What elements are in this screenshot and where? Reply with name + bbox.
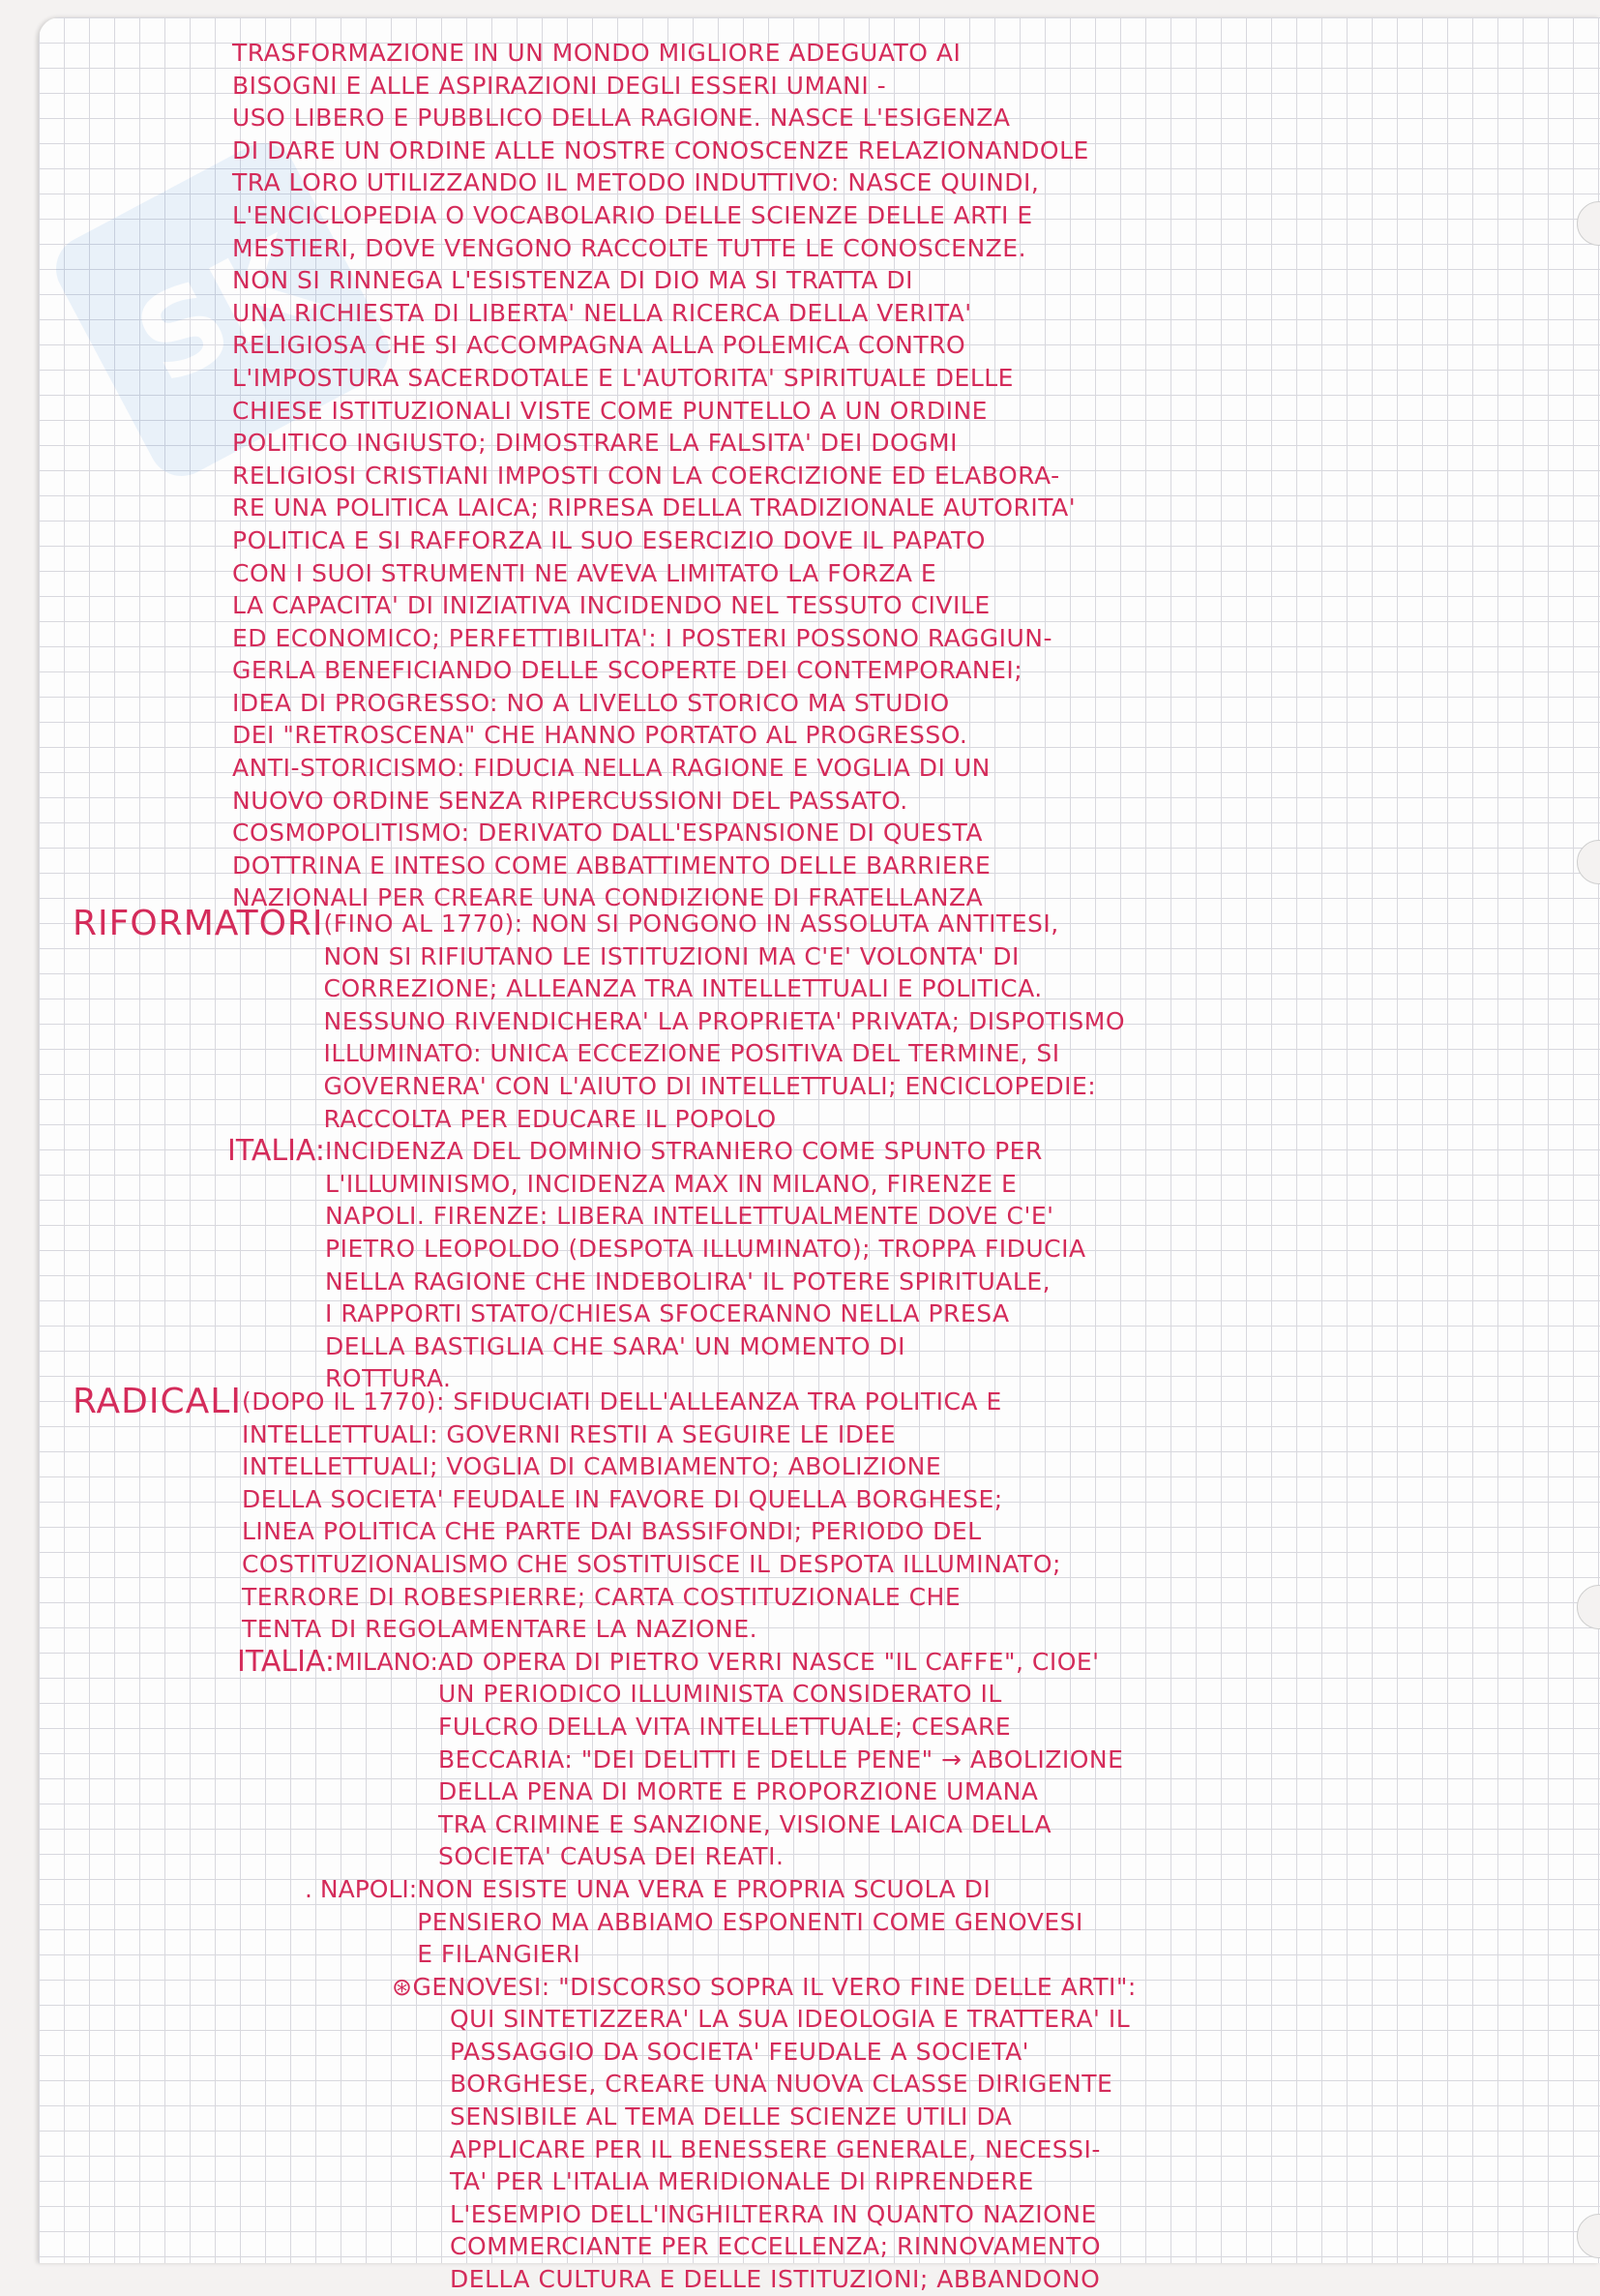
text-line: L'ILLUMINISMO, INCIDENZA MAX IN MILANO, FIRENZE E (325, 1169, 1018, 1198)
riformatori-section (73, 904, 1427, 1395)
text-line: GERLA BENEFICIANDO DELLE SCOPERTE DEI CONTEMPORANEI; (232, 656, 1023, 685)
text-line: IDEA DI PROGRESSO: NO A LIVELLO STORICO MA STUDIO (232, 688, 950, 717)
italia-heading: ITALIA: (237, 1644, 336, 1679)
text-line: TRASFORMAZIONE IN UN MONDO MIGLIORE ADEGUATO AI (232, 39, 962, 67)
text-line: TENTA DI REGOLAMENTARE LA NAZIONE. (241, 1615, 758, 1644)
text-line: UNA RICHIESTA DI LIBERTA' NELLA RICERCA DELLA VERITA' (232, 298, 972, 327)
text-line: AD OPERA DI PIETRO VERRI NASCE "IL CAFFE", CIOE' (437, 1647, 1100, 1676)
intro-paragraph (232, 37, 1586, 914)
napoli-label: . NAPOLI: (305, 1874, 418, 1903)
text-line: LINEA POLITICA CHE PARTE DAI BASSIFONDI; PERIODO DEL (241, 1517, 982, 1546)
text-line: TERRORE DI ROBESPIERRE; CARTA COSTITUZIONALE CHE (241, 1582, 962, 1611)
text-line: MESTIERI, DOVE VENGONO RACCOLTE TUTTE LE CONOSCENZE. (232, 233, 1027, 262)
text-line: GOVERNERA' CON L'AIUTO DI INTELLETTUALI; ENCICLOPEDIE: (323, 1071, 1097, 1100)
text-line: DI DARE UN ORDINE ALLE NOSTRE CONOSCENZE RELAZIONANDOLE (232, 135, 1089, 164)
binder-hole (1577, 2214, 1600, 2258)
text-line: ILLUMINATO: UNICA ECCEZIONE POSITIVA DEL TERMINE, SI (323, 1039, 1060, 1068)
milano-text (438, 1646, 1427, 1873)
text-line: I RAPPORTI STATO/CHIESA SFOCERANNO NELLA PRESA (325, 1299, 1010, 1328)
text-line: DELLA BASTIGLIA CHE SARA' UN MOMENTO DI (325, 1331, 906, 1360)
text-line: RACCOLTA PER EDUCARE IL POPOLO (323, 1104, 777, 1133)
text-line: NESSUNO RIVENDICHERA' LA PROPRIETA' PRIVATA; DISPOTISMO (323, 1006, 1126, 1035)
text-line: DELLA PENA DI MORTE E PROPORZIONE UMANA (437, 1777, 1039, 1806)
riformatori-text (324, 908, 1427, 1135)
text-line: TRA LORO UTILIZZANDO IL METODO INDUTTIVO: NASCE QUINDI, (232, 168, 1040, 197)
text-line: SENSIBILE AL TEMA DELLE SCIENZE UTILI DA (450, 2102, 1013, 2132)
riformatori-heading: RIFORMATORI (73, 904, 324, 943)
radicali-section (73, 1382, 1427, 2296)
text-line: INTELLETTUALI; VOGLIA DI CAMBIAMENTO; ABOLIZIONE (241, 1452, 942, 1481)
text-line: PENSIERO MA ABBIAMO ESPONENTI COME GENOVESI (417, 1907, 1083, 1936)
text-line: DELLA CULTURA E DELLE ISTITUZIONI; ABBANDONO (450, 2265, 1101, 2294)
text-line: CORREZIONE; ALLEANZA TRA INTELLETTUALI E POLITICA. (323, 974, 1043, 1003)
radicali-heading: RADICALI (73, 1382, 242, 1421)
text-line: PASSAGGIO DA SOCIETA' FEUDALE A SOCIETA' (450, 2037, 1030, 2066)
text-line: POLITICO INGIUSTO; DIMOSTRARE LA FALSITA' DEI DOGMI (232, 429, 958, 458)
text-line: NON SI RIFIUTANO LE ISTITUZIONI MA C'E' VOLONTA' DI (323, 941, 1020, 970)
text-line: RELIGIOSA CHE SI ACCOMPAGNA ALLA POLEMICA CONTRO (232, 331, 966, 360)
text-line: TA' PER L'ITALIA MERIDIONALE DI RIPRENDERE (450, 2167, 1034, 2196)
text-line: ED ECONOMICO; PERFETTIBILITA': I POSTERI POSSONO RAGGIUN- (232, 623, 1052, 652)
radicali-text (242, 1386, 1427, 1646)
svg-text:SK: SK (116, 212, 332, 411)
text-line: CHIESE ISTITUZIONALI VISTE COME PUNTELLO A UN ORDINE (232, 396, 988, 425)
text-line: APPLICARE PER IL BENESSERE GENERALE, NECESSI- (450, 2134, 1101, 2163)
text-line: NUOVO ORDINE SENZA RIPERCUSSIONI DEL PASSATO. (232, 786, 908, 815)
text-line: DELLA SOCIETA' FEUDALE IN FAVORE DI QUELLA BORGHESE; (241, 1484, 1003, 1513)
text-line: FULCRO DELLA VITA INTELLETTUALE; CESARE (437, 1712, 1012, 1741)
text-line: LA CAPACITA' DI INIZIATIVA INCIDENDO NEL TESSUTO CIVILE (232, 591, 991, 620)
text-line: RELIGIOSI CRISTIANI IMPOSTI CON LA COERCIZIONE ED ELABORA- (232, 461, 1060, 490)
text-line: ANTI-STORICISMO: FIDUCIA NELLA RAGIONE E VOGLIA DI UN (232, 754, 991, 783)
text-line: ROTTURA. (325, 1364, 452, 1393)
milano-label: MILANO: (335, 1647, 438, 1676)
napoli-text (417, 1873, 1427, 1971)
text-line: UN PERIODICO ILLUMINISTA CONSIDERATO IL (437, 1680, 1002, 1709)
text-line: BECCARIA: "DEI DELITTI E DELLE PENE" → ABOLIZIONE (437, 1744, 1124, 1774)
text-line: (DOPO IL 1770): SFIDUCIATI DELL'ALLEANZA TRA POLITICA E (241, 1387, 1002, 1416)
genovesi-text (73, 1971, 1427, 2296)
text-line: PIETRO LEOPOLDO (DESPOTA ILLUMINATO); TROPPA FIDUCIA (325, 1234, 1086, 1263)
text-line: USO LIBERO E PUBBLICO DELLA RAGIONE. NASCE L'ESIGENZA (232, 104, 1011, 133)
text-line: DEI "RETROSCENA" CHE HANNO PORTATO AL PROGRESSO. (232, 721, 968, 750)
text-line: COSMOPOLITISMO: DERIVATO DALL'ESPANSIONE DI QUESTA (232, 819, 983, 848)
text-line: NON ESISTE UNA VERA E PROPRIA SCUOLA DI (417, 1874, 992, 1903)
text-line: BORGHESE, CREARE UNA NUOVA CLASSE DIRIGENTE (450, 2070, 1113, 2099)
text-line: L'ENCICLOPEDIA O VOCABOLARIO DELLE SCIENZE DELLE ARTI E (232, 200, 1033, 229)
riformatori-italia-text (325, 1135, 1427, 1395)
text-line: NON SI RINNEGA L'ESISTENZA DI DIO MA SI TRATTA DI (232, 266, 913, 295)
text-line: QUI SINTETIZZERA' LA SUA IDEOLOGIA E TRATTERA' IL (450, 2005, 1131, 2034)
text-line: SOCIETA' CAUSA DEI REATI. (437, 1842, 785, 1871)
text-line: INTELLETTUALI: GOVERNI RESTII A SEGUIRE LE IDEE (241, 1419, 897, 1448)
text-line: NAPOLI. FIRENZE: LIBERA INTELLETTUALMENTE DOVE C'E' (325, 1202, 1054, 1231)
text-line: RE UNA POLITICA LAICA; RIPRESA DELLA TRADIZIONALE AUTORITA' (232, 493, 1077, 522)
text-line: L'ESEMPIO DELL'INGHILTERRA IN QUANTO NAZIONE (450, 2199, 1097, 2228)
text-line: DOTTRINA E INTESO COME ABBATTIMENTO DELLE BARRIERE (232, 850, 992, 880)
italia-heading: ITALIA: (227, 1134, 326, 1169)
text-line: INCIDENZA DEL DOMINIO STRANIERO COME SPUNTO PER (325, 1137, 1043, 1166)
text-line: (FINO AL 1770): NON SI PONGONO IN ASSOLUTA ANTITESI, (323, 909, 1059, 938)
text-line: L'IMPOSTURA SACERDOTALE E L'AUTORITA' SPIRITUALE DELLE (232, 363, 1014, 392)
text-line: ⊛GENOVESI: "DISCORSO SOPRA IL VERO FINE DELLE ARTI": (392, 1972, 1137, 2001)
text-line: POLITICA E SI RAFFORZA IL SUO ESERCIZIO DOVE IL PAPATO (232, 525, 986, 554)
text-line: TRA CRIMINE E SANZIONE, VISIONE LAICA DELLA (437, 1809, 1052, 1838)
text-line: NELLA RAGIONE CHE INDEBOLIRA' IL POTERE SPIRITUALE, (325, 1267, 1052, 1296)
text-line: COSTITUZIONALISMO CHE SOSTITUISCE IL DESPOTA ILLUMINATO; (241, 1549, 1061, 1578)
binder-hole (1577, 1585, 1600, 1629)
text-line: BISOGNI E ALLE ASPIRAZIONI DEGLI ESSERI UMANI - (232, 71, 887, 100)
text-line: E FILANGIERI (417, 1940, 581, 1969)
text-line: COMMERCIANTE PER ECCELLENZA; RINNOVAMENTO (450, 2232, 1101, 2261)
text-line: NAZIONALI PER CREARE UNA CONDIZIONE DI FRATELLANZA (232, 883, 984, 912)
text-line: CON I SUOI STRUMENTI NE AVEVA LIMITATO LA FORZA E (232, 558, 937, 587)
